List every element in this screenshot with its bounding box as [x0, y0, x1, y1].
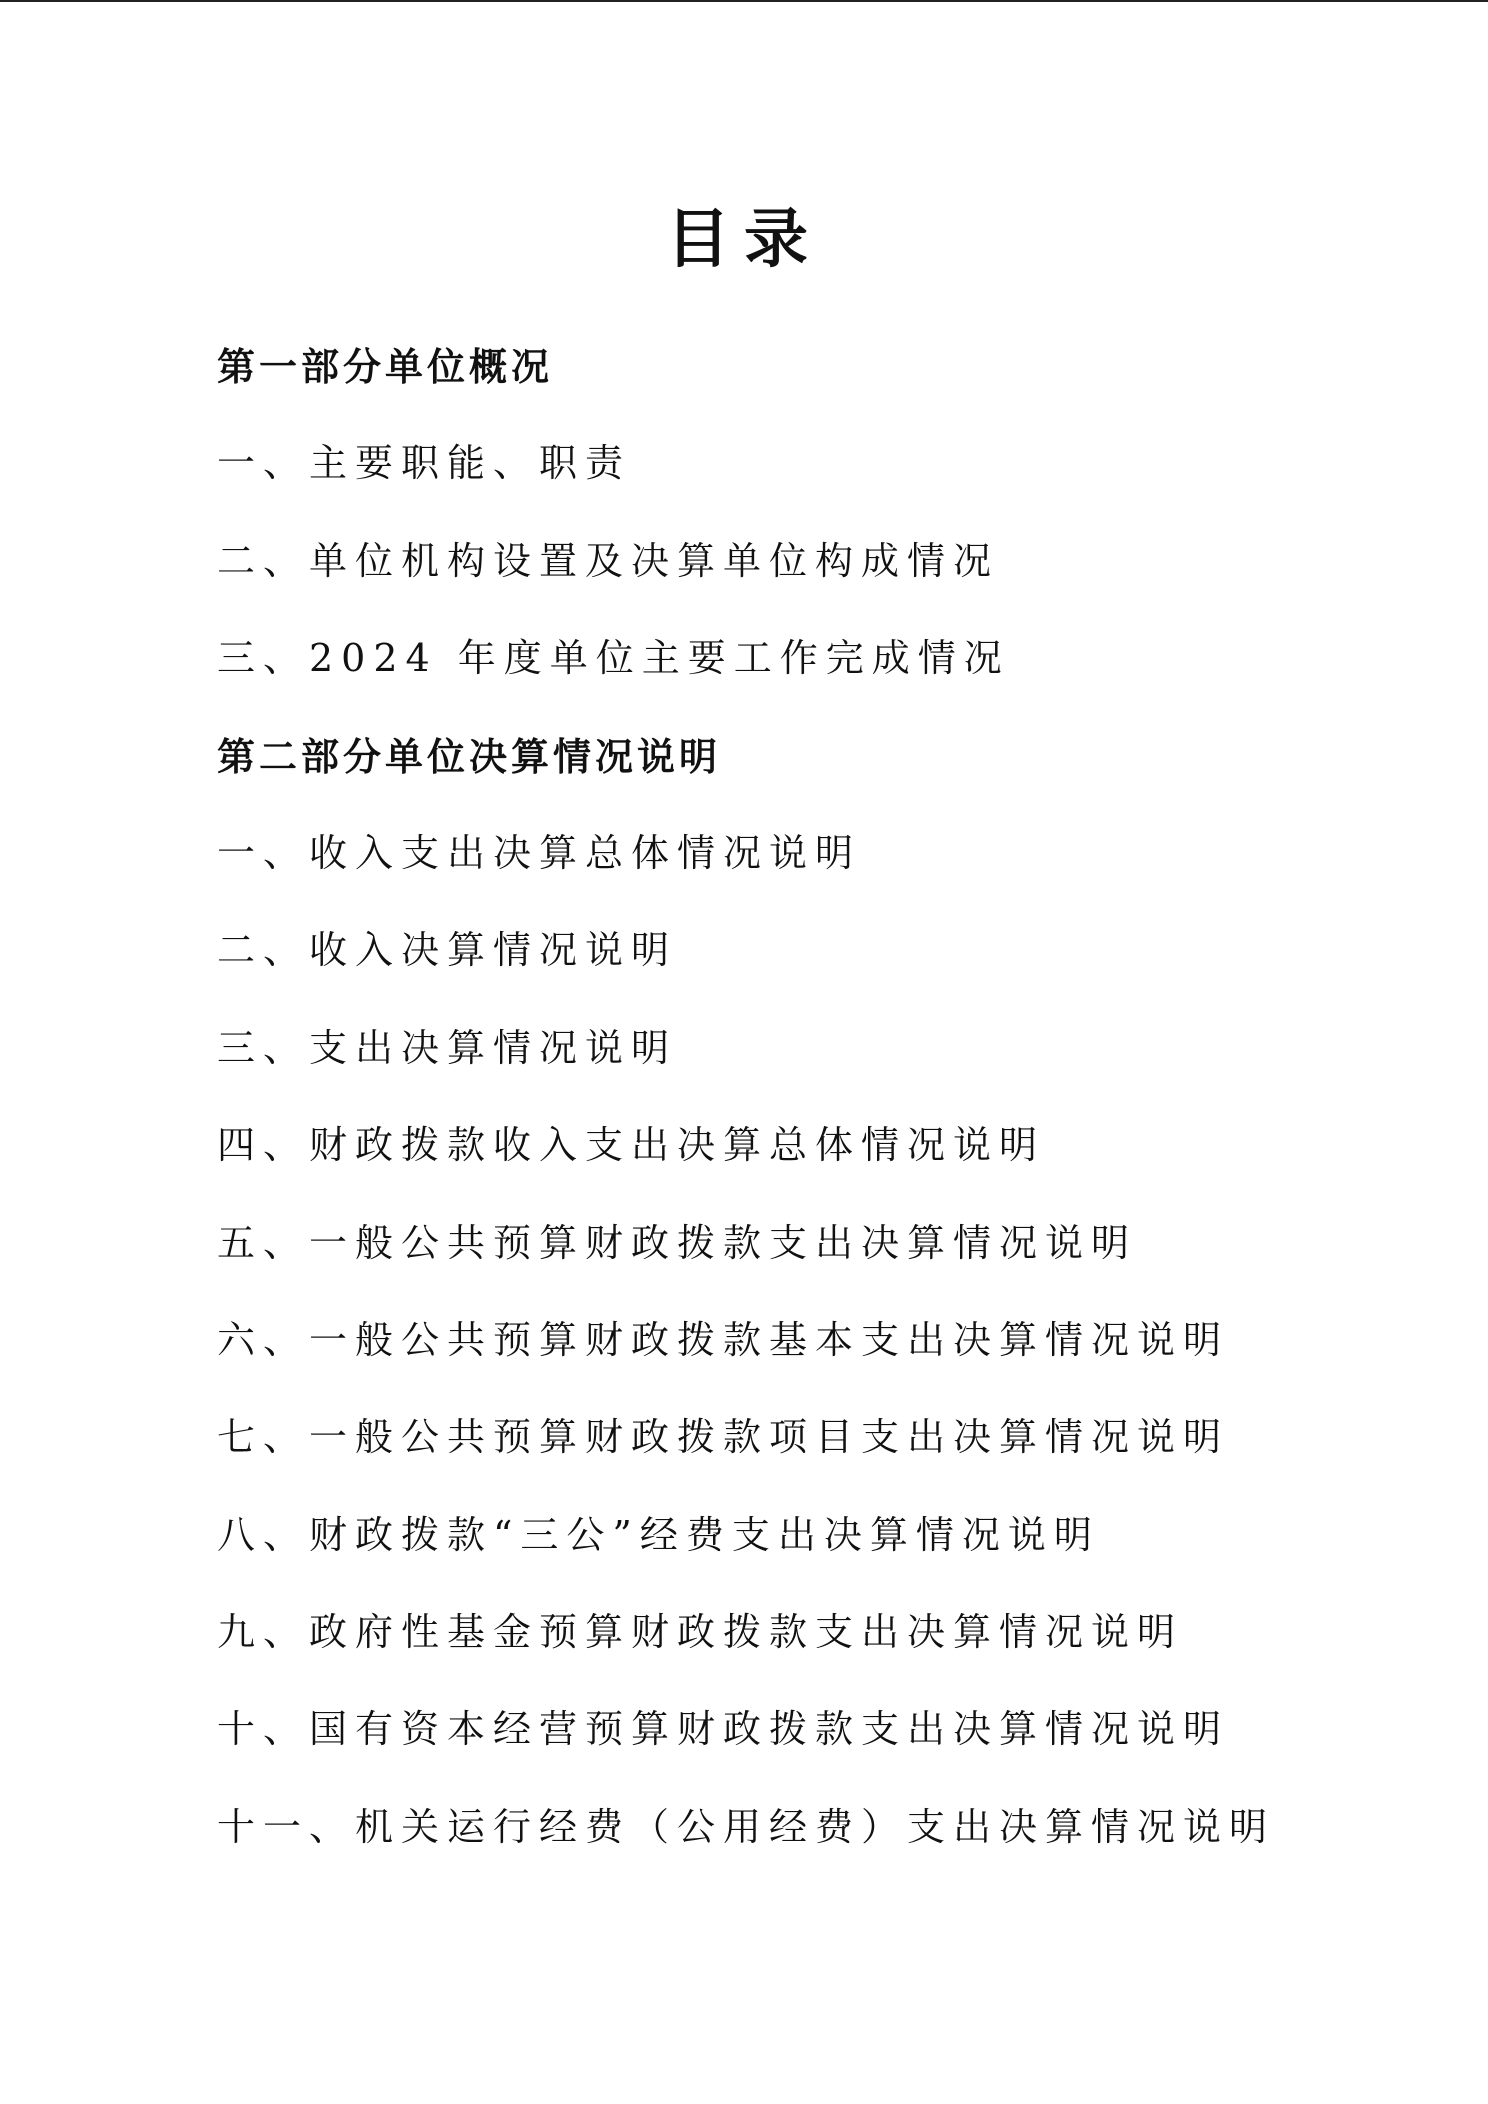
toc-part-heading: 第二部分单位决算情况说明: [217, 733, 722, 779]
toc-item: 八、财政拨款“三公”经费支出决算情况说明: [217, 1512, 1100, 1557]
toc-item: 十一、机关运行经费（公用经费）支出决算情况说明: [217, 1804, 1276, 1849]
toc-part-heading: 第一部分单位概况: [217, 344, 554, 389]
toc-item: 二、单位机构设置及决算单位构成情况: [217, 538, 1000, 583]
toc-item: 四、财政拨款收入支出决算总体情况说明: [217, 1123, 1046, 1168]
toc-item: 五、一般公共预算财政拨款支出决算情况说明: [217, 1220, 1138, 1265]
page-title: 目录: [666, 202, 822, 277]
toc-item: 十、国有资本经营预算财政拨款支出决算情况说明: [217, 1707, 1230, 1752]
toc-item: 二、收入决算情况说明: [217, 928, 678, 973]
top-border-line: [0, 0, 1488, 2]
toc-item: 一、主要职能、职责: [217, 441, 632, 486]
toc-item: 七、一般公共预算财政拨款项目支出决算情况说明: [217, 1415, 1230, 1460]
toc-item: 三、支出决算情况说明: [217, 1025, 678, 1070]
toc-item: 六、一般公共预算财政拨款基本支出决算情况说明: [217, 1317, 1230, 1362]
toc-item: 一、收入支出决算总体情况说明: [217, 830, 862, 875]
table-of-contents: [217, 333, 1417, 1891]
toc-item: 九、政府性基金预算财政拨款支出决算情况说明: [217, 1610, 1184, 1655]
toc-item: 三、2024 年度单位主要工作完成情况: [217, 636, 1010, 681]
